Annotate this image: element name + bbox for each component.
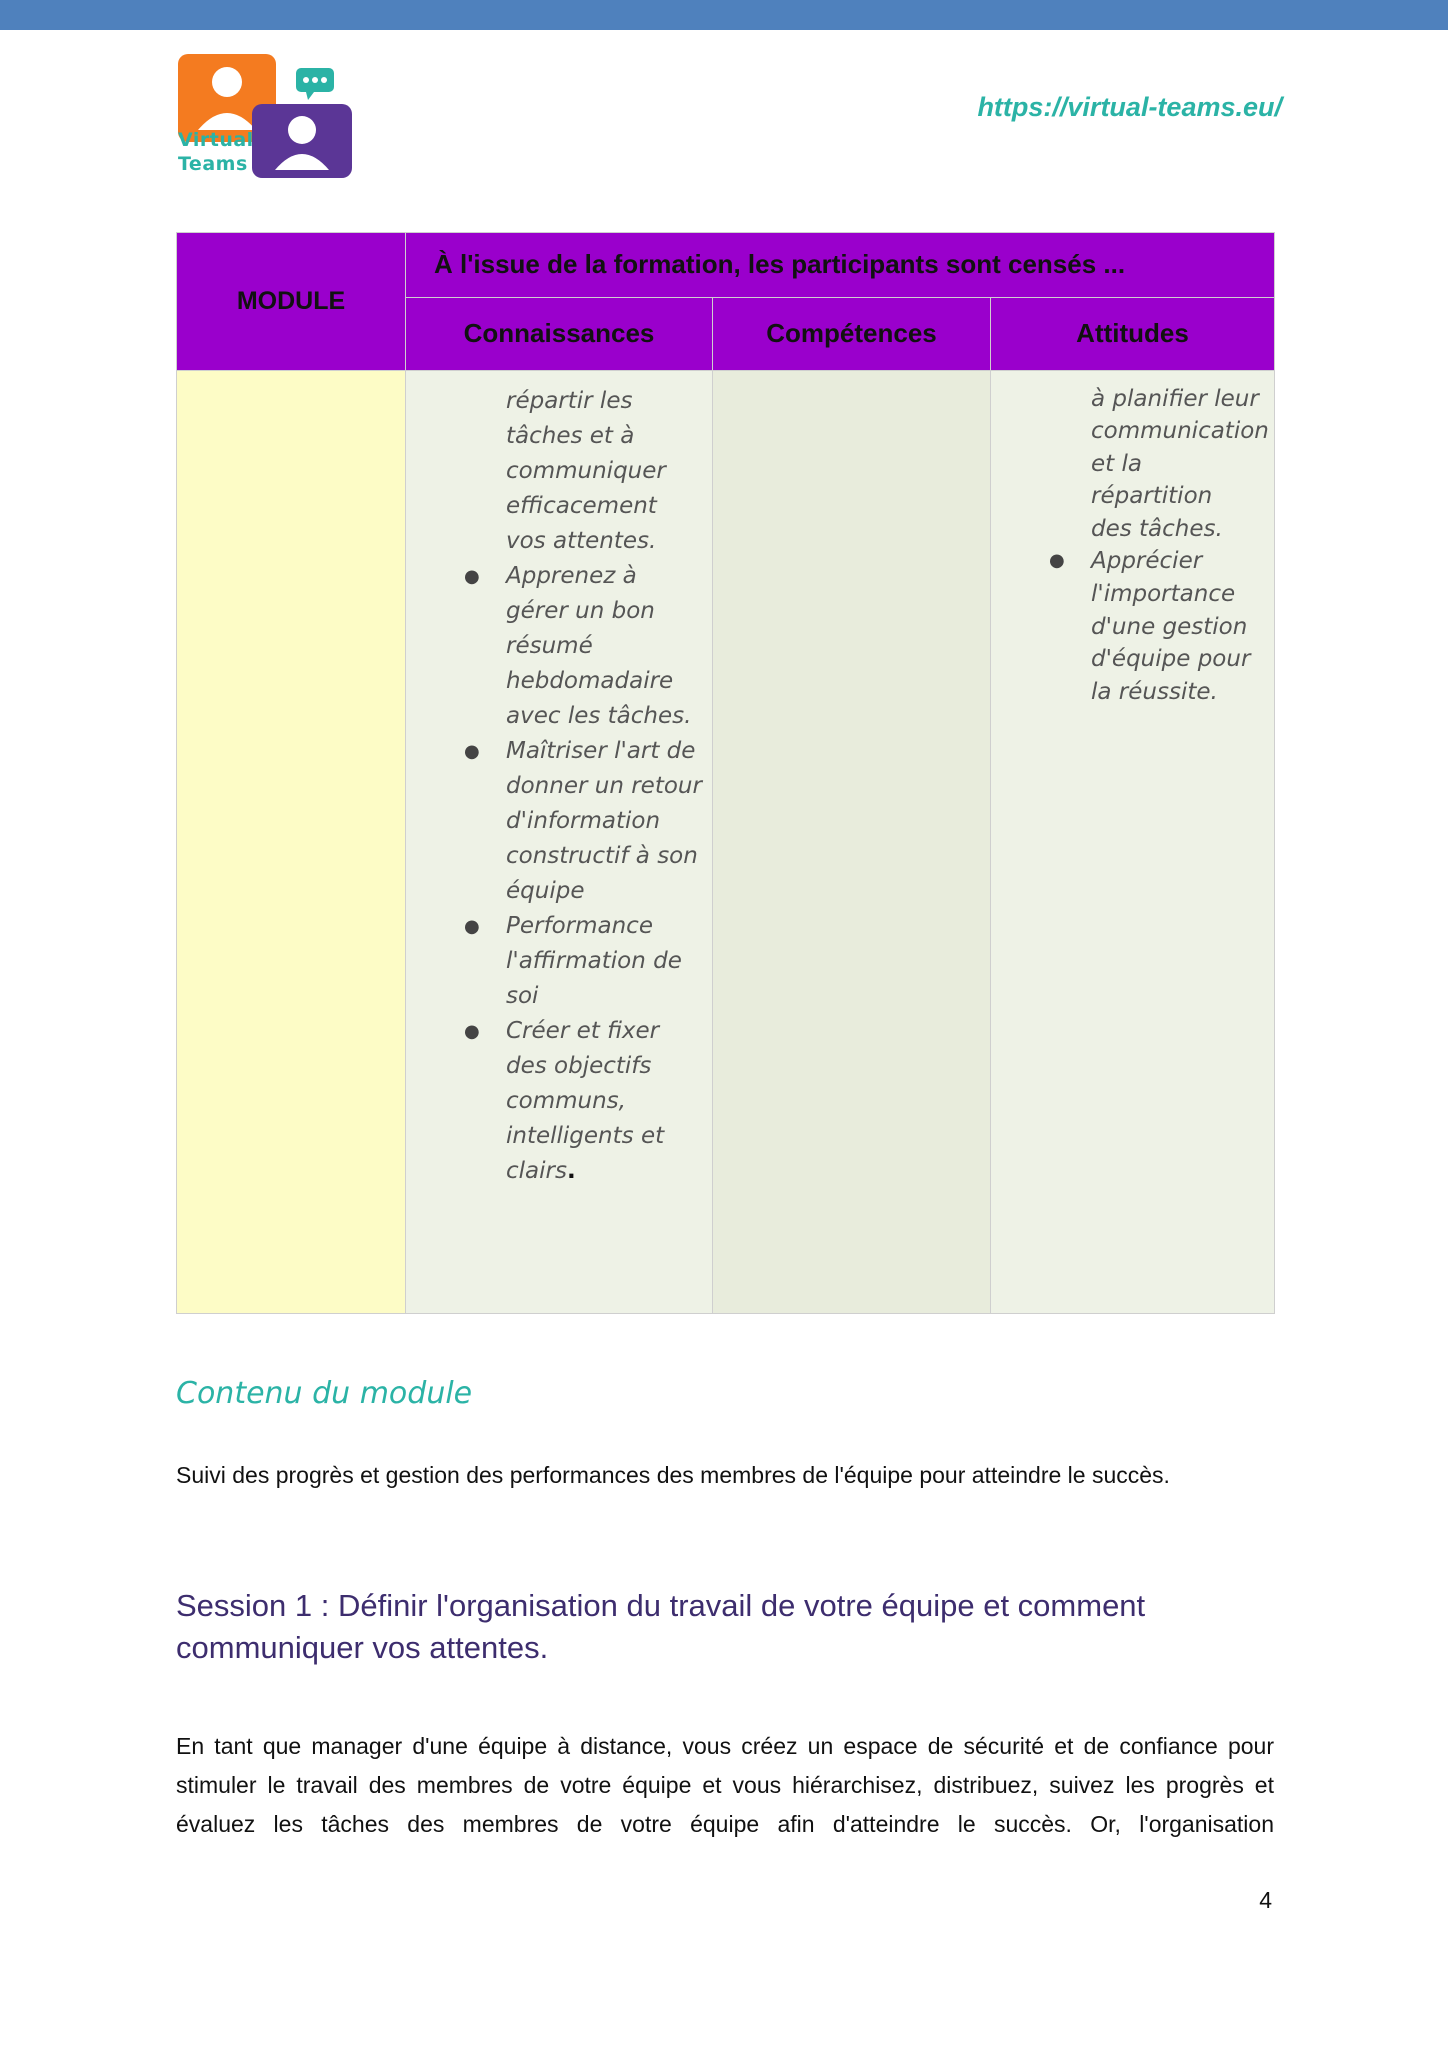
virtual-teams-logo xyxy=(178,52,354,180)
column-header-skills: Compétences xyxy=(713,297,991,370)
list-item: ● Performance l'affirmation de soi xyxy=(506,909,702,1014)
learning-outcomes-table xyxy=(176,232,1275,1314)
bullet-icon: ● xyxy=(464,565,480,587)
skills-cell xyxy=(713,370,991,1314)
attitudes-cell xyxy=(991,370,1275,1314)
column-header-attitudes: Attitudes xyxy=(991,297,1275,370)
module-header: MODULE xyxy=(177,233,406,371)
top-bar xyxy=(0,0,1448,30)
module-intro: Suivi des progrès et gestion des performances des membres de l'équipe pour atteindre le succès. xyxy=(176,1462,1170,1488)
outcomes-header: À l'issue de la formation, les participants sont censés ... xyxy=(406,233,1275,298)
page-number: 4 xyxy=(1259,1887,1272,1913)
logo-word-teams: Teams xyxy=(178,153,248,175)
bullet-icon: ● xyxy=(464,915,480,937)
logo-word-virtual: Virtual xyxy=(178,129,254,151)
list-item: ● Apprenez à gérer un bon résumé hebdomadaire avec les tâches. xyxy=(506,559,702,734)
bullet-icon: ● xyxy=(464,1020,480,1042)
section-heading: Contenu du module xyxy=(176,1376,473,1411)
list-item: ● Apprécier l'importance d'une gestion d'équipe pour la réussite. xyxy=(1091,545,1260,708)
session-heading: Session 1 : Définir l'organisation du travail de votre équipe et comment communiquer vos attentes. xyxy=(176,1588,1146,1665)
body-paragraph: En tant que manager d'une équipe à distance, vous créez un espace de sécurité et de confiance pour stimuler le travail des membres de votre équipe et vous hiérarchisez, distribuez, suivez les progrès et évaluez les tâches des membres de votre équipe afin d'atteindre le succès. Or, l'organisation xyxy=(176,1733,1274,1837)
knowledge-cell xyxy=(406,370,713,1314)
knowledge-continuation: répartir les tâches et à communiquer efficacement vos attentes. xyxy=(506,387,666,554)
bullet-icon: ● xyxy=(464,740,480,762)
bullet-icon: ● xyxy=(1049,550,1065,572)
knowledge-list xyxy=(464,559,702,1189)
list-item: ● Maîtriser l'art de donner un retour d'information constructif à son équipe xyxy=(506,734,702,909)
list-end-period: . xyxy=(566,1157,576,1184)
column-header-knowledge: Connaissances xyxy=(406,297,713,370)
site-url[interactable]: https://virtual-teams.eu/ xyxy=(977,92,1282,122)
module-cell xyxy=(177,370,406,1314)
list-item: ● Créer et fixer des objectifs communs, intelligents et clairs. xyxy=(506,1014,702,1189)
attitudes-list xyxy=(1049,545,1260,708)
attitudes-continuation: à planifier leur communication et la répartition des tâches. xyxy=(1091,385,1269,542)
